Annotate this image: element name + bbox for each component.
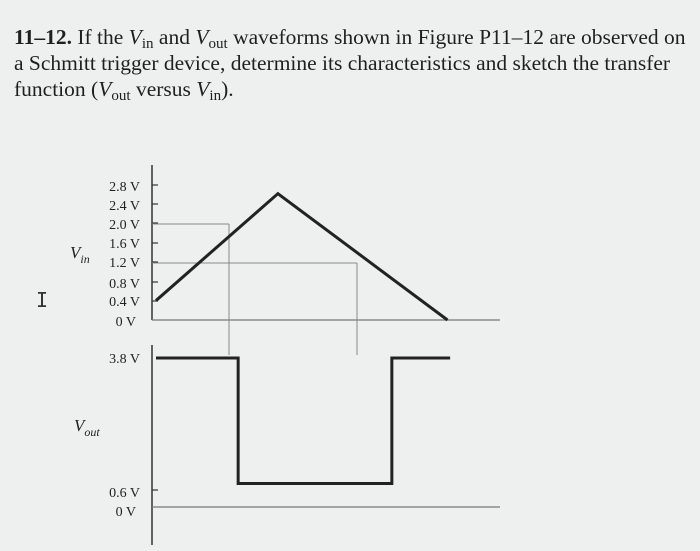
vout-tick-0: 0 V [115, 505, 136, 520]
vin-tick-0: 0 V [115, 315, 136, 330]
vin-tick-1.2: 1.2 V [109, 256, 140, 271]
vout-waveform [156, 358, 450, 483]
problem-number: 11–12. [14, 25, 72, 49]
guide-lines [152, 224, 357, 355]
problem-text-4: versus [130, 77, 197, 101]
vin-symbol: $V_{in}$ [128, 25, 154, 52]
vin-tick-marks [152, 185, 158, 301]
vout-symbol: $V_{out}$ [195, 25, 228, 52]
vout-tick-0.6: 0.6 V [109, 486, 140, 501]
vin-tick-0.8: 0.8 V [109, 277, 140, 292]
problem-text-3: waveforms shown in Figure P11–12 are observed on a Schmitt trigger device, determine its characteristics and sketch the transfer function ( [14, 25, 686, 101]
vout-symbol-2: $V_{out}$ [98, 77, 131, 104]
vout-tick-3.8: 3.8 V [109, 352, 140, 367]
vin-waveform [156, 194, 448, 320]
vin-symbol-2: $V_{in}$ [196, 77, 222, 104]
text-cursor-icon: I [36, 288, 49, 312]
problem-text-5: ). [221, 77, 234, 101]
vin-tick-1.6: 1.6 V [109, 237, 140, 252]
vin-tick-2.0: 2.0 V [109, 218, 140, 233]
vout-axis-label: $V_{out}$ [74, 416, 100, 439]
vin-tick-0.4: 0.4 V [109, 295, 140, 310]
vin-tick-2.8: 2.8 V [109, 180, 140, 195]
problem-text-2: and [153, 25, 196, 49]
problem-text-1: If the [77, 25, 129, 49]
vin-tick-2.4: 2.4 V [109, 199, 140, 214]
vin-axis-label: $V_{in}$ [70, 243, 90, 266]
